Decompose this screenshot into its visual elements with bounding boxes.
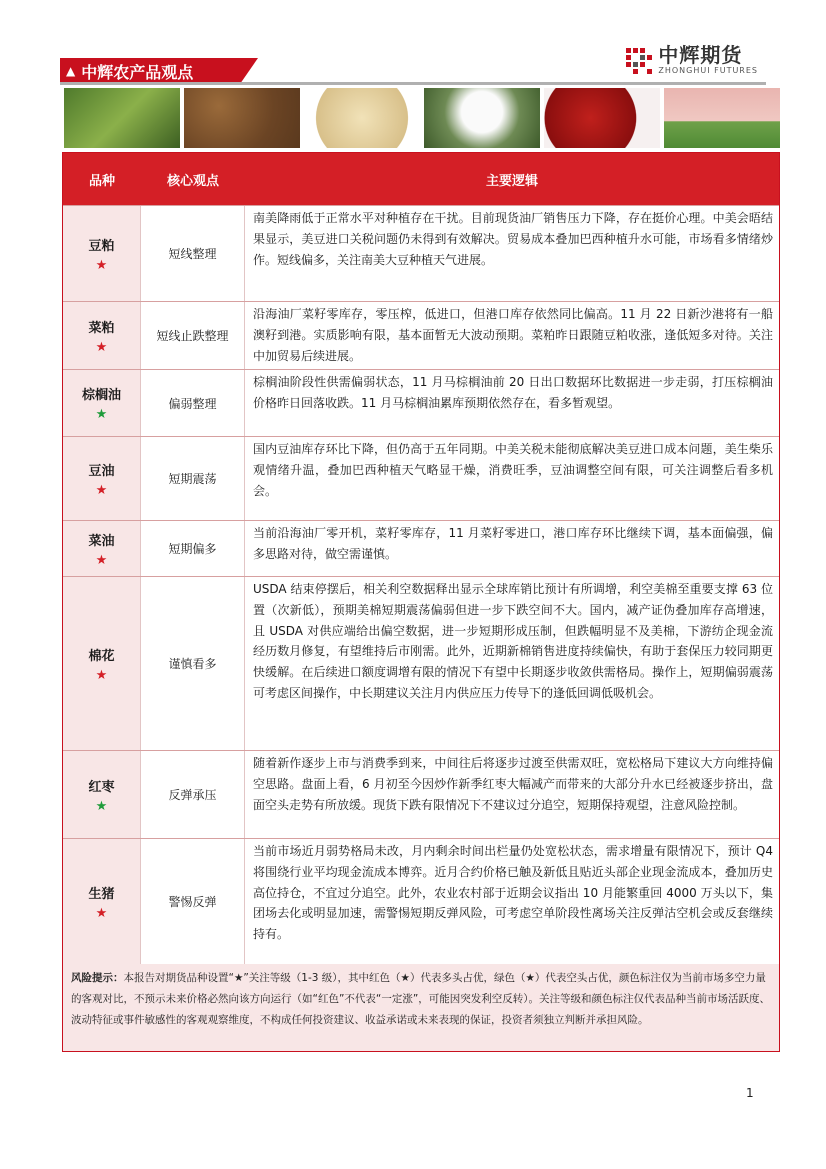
- main-logic: 当前沿海油厂零开机，菜籽零库存，11 月菜籽零进口，港口库存环比继续下调，基本面偏强，偏多思路对待，做空需谨慎。: [253, 526, 773, 561]
- rapeseed-image: [184, 88, 300, 148]
- core-view: 短期震荡: [141, 437, 245, 520]
- header-divider: [60, 82, 766, 85]
- table-row: [63, 750, 779, 838]
- header-banner: [60, 58, 240, 84]
- core-view: 短期偏多: [141, 521, 245, 576]
- variety-name: 棉花: [88, 648, 115, 664]
- red-date-image: [544, 88, 660, 148]
- core-view: 偏弱整理: [141, 370, 245, 436]
- views-table: [62, 152, 780, 965]
- main-logic: USDA 结束停摆后，相关利空数据释出显示全球库销比预计有所调增，利空美棉至重要支撑 63 位置（次新低），预期美棉短期震荡偏弱但进一步下跌空间不大。国内，减产证伪叠加库存高增速，且 USDA 对供应端给出偏空数据，进一步短期形成压制，但跌幅明显不及美棉，下游纺企现金流经历数月修复，有望维持后市刚需。此外，近期新棉销售进度持续偏快，有助于套保压力较同期更快缓解。在后续进口额度调增有限的情况下有望中长期逐步收敛供需格局。操作上，短期偏弱震荡可考虑区间操作，中长期建议关注月内供应压力传导下的逢低回调低吸机会。: [253, 582, 773, 700]
- banner-slant: [240, 58, 258, 84]
- core-view: 谨慎看多: [141, 577, 245, 750]
- main-logic: 当前市场近月弱势格局未改，月内剩余时间出栏量仍处宽松状态，需求增量有限情况下，预计 Q4 将围绕行业平均现金流成本博弈。近月合约价格已触及新低且贴近头部企业现金流成本，叠加历史高位持仓，不宜过分追空。此外，农业农村部于近期会议指出 10 月能繁重回 4000 万头以下，集团场去化或明显加速，需警惕短期反弹风险，可考虑空单阶段性离场关注反弹沽空机会或反套继续持有。: [253, 844, 773, 942]
- star-icon: ★: [95, 667, 108, 683]
- header-variety: 品种: [88, 173, 115, 189]
- banner-title: 中辉农产品观点: [81, 62, 194, 82]
- main-logic: 棕榈油阶段性供需偏弱状态，11 月马棕榈油前 20 日出口数据环比数据进一步走弱，打压棕榈油价格昨日回落收跌。11 月马棕榈油累库预期依然存在，看多暂观望。: [253, 375, 773, 410]
- variety-name: 菜粕: [88, 320, 115, 336]
- star-icon: ★: [95, 257, 108, 273]
- risk-label: 风险提示：: [71, 972, 124, 984]
- company-logo: [626, 44, 758, 75]
- variety-name: 生猪: [88, 886, 115, 902]
- variety-name: 棕榈油: [81, 388, 121, 403]
- variety-name: 红枣: [88, 779, 115, 795]
- main-logic: 国内豆油库存环比下降，但仍高于五年同期。中美关税未能彻底解决美豆进口成本问题，美生柴乐观情绪升温，叠加巴西种植天气略显干燥，消费旺季，豆油调整空间有限，可关注调整后看多机会。: [253, 442, 773, 498]
- table-row: [63, 436, 779, 520]
- page-number: 1: [746, 1086, 754, 1100]
- star-icon: ★: [95, 552, 108, 568]
- logo-en-text: ZHONGHUI FUTURES: [658, 66, 758, 75]
- page-header: [60, 44, 766, 86]
- star-icon: ★: [95, 407, 108, 422]
- table-row: [63, 520, 779, 576]
- core-view: 警惕反弹: [141, 839, 245, 964]
- table-row: [63, 576, 779, 750]
- pig-image: [664, 88, 780, 148]
- chart-arrow-icon: ▲: [66, 64, 76, 78]
- logo-grid-icon: [626, 46, 652, 74]
- product-image-strip: [64, 88, 780, 148]
- cotton-image: [424, 88, 540, 148]
- logo-cn-text: 中辉期货: [658, 43, 743, 67]
- main-logic: 南美降雨低于正常水平对种植存在干扰。目前现货油厂销售压力下降，存在挺价心理。中美会晤结果显示，美豆进口关税问题仍未得到有效解决。贸易成本叠加巴西种植升水可能，市场看多情绪炒作。短线偏多，关注南美大豆种植天气进展。: [253, 211, 773, 267]
- star-icon: ★: [95, 482, 108, 498]
- header-main-logic: 主要逻辑: [485, 173, 538, 189]
- soybean-image: [64, 88, 180, 148]
- risk-notice: [62, 964, 780, 1052]
- table-row: [63, 205, 779, 301]
- variety-name: 豆粕: [88, 238, 115, 254]
- star-icon: ★: [95, 339, 108, 355]
- table-row: [63, 301, 779, 369]
- header-core-view: 核心观点: [166, 173, 219, 189]
- star-icon: ★: [95, 798, 108, 814]
- grain-image: [304, 88, 420, 148]
- main-logic: 沿海油厂菜籽零库存，零压榨，低进口，但港口库存依然同比偏高。11 月 22 日新沙港将有一船澳籽到港。实质影响有限，基本面暂无大波动预期。菜粕昨日跟随豆粕收涨，逢低短多对待。关注中加贸易后续进展。: [253, 307, 773, 363]
- core-view: 反弹承压: [141, 751, 245, 838]
- core-view: 短线整理: [141, 206, 245, 301]
- star-icon: ★: [95, 905, 108, 921]
- table-row: [63, 838, 779, 964]
- risk-text: 本报告对期货品种设置“★”关注等级（1-3 级），其中红色（★）代表多头占优，绿色（★）代表空头占优，颜色标注仅为当前市场多空力量的客观对比，不预示未来价格必然向该方向运行（如“红色”不代表“一定涨”，可能因突发利空反转）。关注等级和颜色标注仅代表品种当前市场活跃度、波动特征或事件敏感性的客观观察维度，不构成任何投资建议、收益承诺或未来表现的保证，投资者须独立判断并承担风险。: [71, 972, 771, 1026]
- main-logic: 随着新作逐步上市与消费季到来，中间往后将逐步过渡至供需双旺，宽松格局下建议大方向维持偏空思路。盘面上看，6 月初至今因炒作新季红枣大幅减产而带来的大部分升水已经被逐步挤出，盘面空头走势有所放缓。现货下跌有限情况下不建议过分追空，短期保持观望，注意风险控制。: [253, 756, 773, 812]
- core-view: 短线止跌整理: [141, 302, 245, 369]
- variety-name: 菜油: [88, 533, 115, 549]
- table-row: [63, 369, 779, 436]
- variety-name: 豆油: [88, 463, 115, 479]
- table-header: [63, 153, 779, 205]
